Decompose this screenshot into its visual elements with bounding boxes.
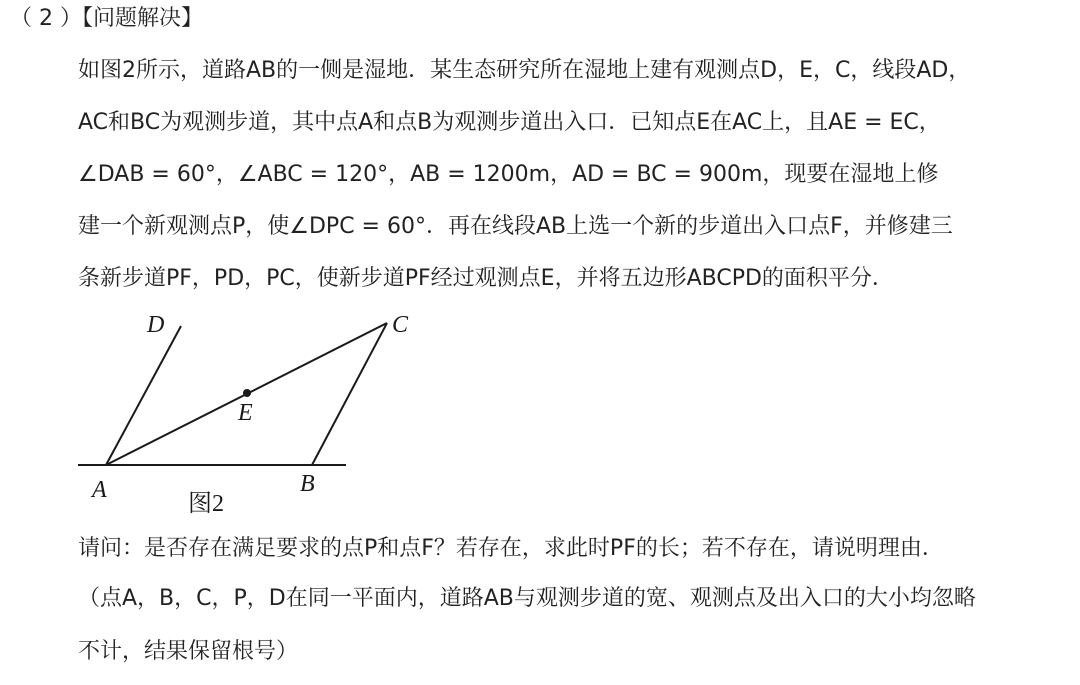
question-line: 不计，结果保留根号） [78,639,299,664]
problem-line: 如图2所示，道路AB的一侧是湿地．某生态研究所在湿地上建有观测点D，E，C，线段AD， [78,58,971,83]
section-heading: （ 2 ）【问题解决】 [10,6,203,31]
problem-line: ∠DAB = 60°，∠ABC = 120°，AB = 1200m，AD = BC = 900m，现要在湿地上修 [78,162,939,187]
problem-line: 建一个新观测点P，使∠DPC = 60°．再在线段AB上选一个新的步道出入口点F，并修建三 [78,214,953,239]
problem-line: AC和BC为观测步道，其中点A和点B为观测步道出入口．已知点E在AC上，且AE = EC， [78,110,941,135]
point-e-dot [243,389,251,397]
label-c: C [392,312,409,338]
label-d: D [147,312,165,338]
geometry-diagram [72,300,432,525]
segment-bc [312,323,387,465]
label-a: A [92,477,107,503]
question-line: 请问：是否存在满足要求的点P和点F？若存在，求此时PF的长；若不存在，请说明理由． [78,536,944,561]
question-line: （点A，B，C，P，D在同一平面内，道路AB与观测步道的宽、观测点及出入口的大小均忽略 [78,586,976,611]
figure-caption: 图2 [188,491,224,517]
problem-line: 条新步道PF，PD，PC，使新步道PF经过观测点E，并将五边形ABCPD的面积平分． [78,266,894,291]
label-e: E [238,400,253,426]
label-b: B [300,471,315,497]
segment-ad [106,326,181,465]
geometry-figure [72,300,432,525]
